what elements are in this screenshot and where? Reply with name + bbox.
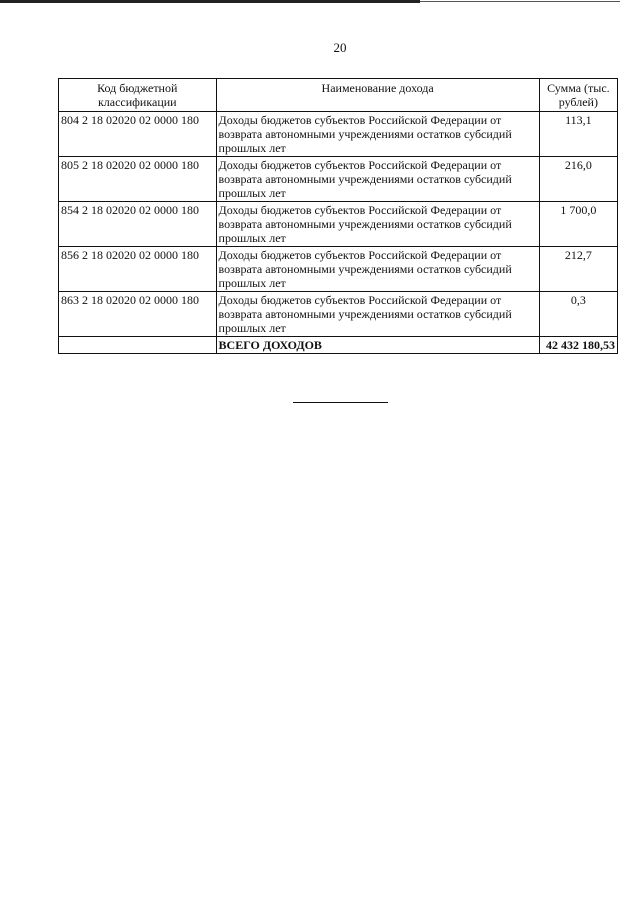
table-header-row: [59, 79, 618, 112]
row-sum: 1 700,0: [539, 202, 617, 247]
row-code: 863 2 18 02020 02 0000 180: [59, 292, 217, 337]
row-sum: 212,7: [539, 247, 617, 292]
table-row: [59, 292, 618, 337]
row-name: Доходы бюджетов субъектов Российской Федерации от возврата автономными учреждениями остатков субсидий прошлых лет: [216, 247, 539, 292]
total-row: [59, 337, 618, 354]
closing-line: [293, 402, 388, 403]
total-sum: 42 432 180,53: [539, 337, 617, 354]
row-sum: 113,1: [539, 112, 617, 157]
top-border-line-thin: [420, 1, 620, 2]
row-name: Доходы бюджетов субъектов Российской Федерации от возврата автономными учреждениями остатков субсидий прошлых лет: [216, 112, 539, 157]
header-name: Наименование дохода: [216, 79, 539, 112]
table-row: [59, 112, 618, 157]
table-row: [59, 157, 618, 202]
total-code: [59, 337, 217, 354]
row-name: Доходы бюджетов субъектов Российской Федерации от возврата автономными учреждениями остатков субсидий прошлых лет: [216, 157, 539, 202]
table-row: [59, 247, 618, 292]
row-code: 804 2 18 02020 02 0000 180: [59, 112, 217, 157]
row-name: Доходы бюджетов субъектов Российской Федерации от возврата автономными учреждениями остатков субсидий прошлых лет: [216, 292, 539, 337]
row-sum: 0,3: [539, 292, 617, 337]
row-code: 856 2 18 02020 02 0000 180: [59, 247, 217, 292]
row-code: 854 2 18 02020 02 0000 180: [59, 202, 217, 247]
page-number: 20: [333, 40, 347, 55]
header-sum: Сумма (тыс. рублей): [539, 79, 617, 112]
table-row: [59, 202, 618, 247]
top-border-line: [0, 0, 420, 3]
income-table: [58, 78, 618, 354]
row-name: Доходы бюджетов субъектов Российской Федерации от возврата автономными учреждениями остатков субсидий прошлых лет: [216, 202, 539, 247]
row-sum: 216,0: [539, 157, 617, 202]
row-code: 805 2 18 02020 02 0000 180: [59, 157, 217, 202]
total-label: ВСЕГО ДОХОДОВ: [216, 337, 539, 354]
header-code: Код бюджетной классификации: [59, 79, 217, 112]
